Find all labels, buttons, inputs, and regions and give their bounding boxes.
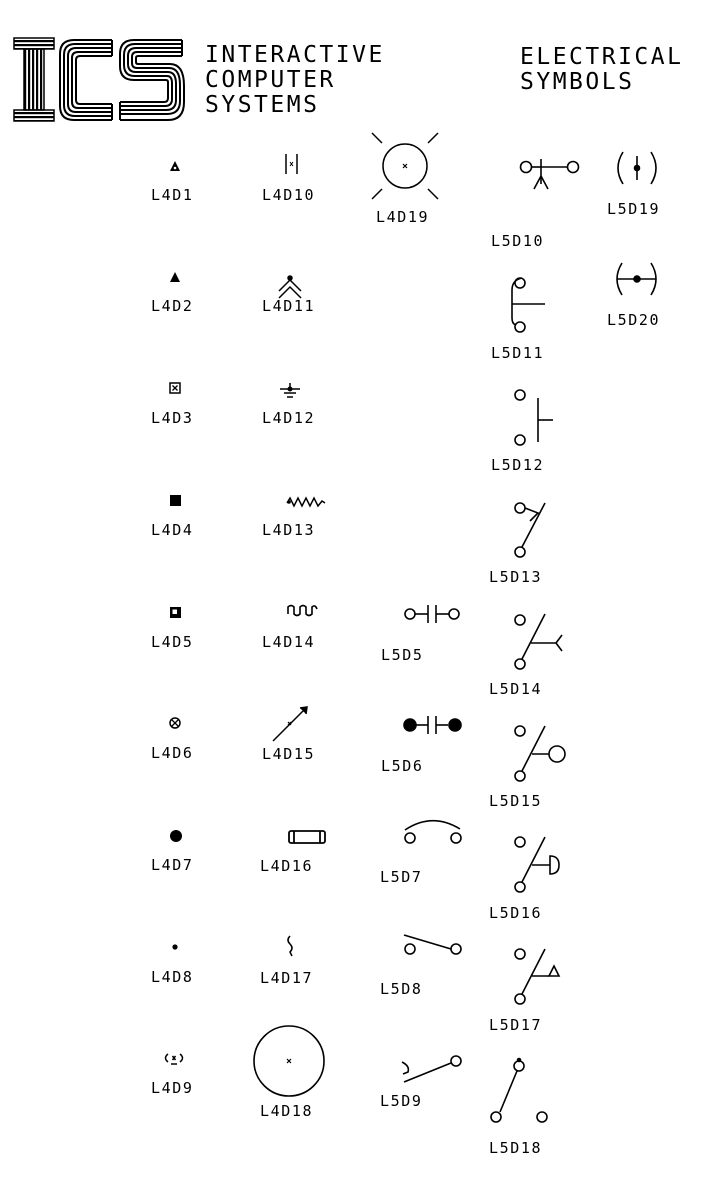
symbol-L4D17 [260,936,313,987]
resistor-icon [287,498,325,506]
symbol-L4D16 [260,831,325,875]
symbol-label: L5D14 [489,680,543,698]
symbol-label: L5D12 [491,456,545,474]
company-line-1: INTERACTIVE [205,42,385,68]
symbol-L4D13 [262,498,325,539]
symbol-label: L5D6 [381,757,424,775]
symbol-label: L5D9 [380,1092,423,1110]
symbol-label: L4D7 [151,856,194,874]
symbol-label: L4D16 [260,857,314,875]
symbol-label: L5D10 [491,232,545,250]
ics-logo [0,0,184,121]
symbol-label: L5D13 [489,568,543,586]
symbol-L4D19 [372,133,438,226]
symbol-label: L4D11 [262,297,316,315]
sheet-title-line-1: ELECTRICAL [520,44,684,70]
symbol-label: L4D18 [260,1102,314,1120]
symbol-L5D20 [607,263,660,329]
switch-bell-icon [515,837,559,892]
filled-circle-icon [170,830,182,842]
bracket-pair-icon [286,154,297,174]
symbol-L5D6 [381,716,461,775]
symbol-L4D3 [151,383,194,427]
toggle-switch-icon [491,1059,547,1123]
symbol-label: L5D8 [380,980,423,998]
symbol-L4D6 [151,718,194,762]
boxed-x-icon [170,383,180,393]
symbol-label: L4D17 [260,969,314,987]
symbol-L4D10 [262,154,315,204]
symbol-label: L4D6 [151,744,194,762]
symbol-L4D14 [262,606,317,652]
half-filled-square-icon [170,607,181,618]
bracketed-x-icon [166,1054,183,1064]
symbol-label: L4D10 [262,186,316,204]
symbol-L5D17 [489,949,559,1034]
symbol-L4D4 [151,495,194,539]
symbol-L5D12 [491,390,553,474]
symbol-L5D10 [491,159,579,250]
symbol-L4D11 [262,276,315,315]
symbol-label: L4D1 [151,186,194,204]
symbol-label: L4D15 [262,745,316,763]
large-circle-icon [254,1026,324,1096]
circled-x-icon [170,718,180,728]
symbol-label: L4D14 [262,633,316,651]
symbol-L4D9 [151,1054,194,1097]
symbol-L4D1 [151,161,194,204]
symbol-L4D18 [254,1026,324,1120]
symbol-L5D19 [607,152,660,218]
radiating-lamp-icon [372,133,438,199]
switch-triangle-icon [515,503,545,557]
inductor-icon [288,606,317,616]
symbol-L4D8 [151,944,194,986]
symbol-label: L5D20 [607,311,661,329]
symbol-L5D13 [489,503,545,586]
filled-triangle-icon [170,272,180,282]
symbol-label: L5D19 [607,200,661,218]
symbol-label: L5D16 [489,904,543,922]
filled-square-icon [170,495,181,506]
arc-contact-icon [405,821,461,843]
vertical-contact-icon [512,278,545,332]
dot-icon [172,944,177,949]
symbol-label: L4D13 [262,521,316,539]
symbol-label: L4D3 [151,409,194,427]
capacitor-open-icon [405,605,459,623]
squiggle-icon [288,936,292,956]
symbol-label: L4D8 [151,968,194,986]
symbol-label: L5D5 [381,646,424,664]
symbol-label: L5D15 [489,792,543,810]
symbol-L5D11 [491,278,545,362]
symbol-L4D7 [151,830,194,874]
symbol-L4D2 [151,272,194,315]
switch-bulb-icon [515,726,565,781]
filled-triangle-icon [170,161,180,171]
logo-text: ICS [0,0,2,1]
symbol-L5D5 [381,605,459,664]
variable-arrow-icon [273,707,307,741]
company-line-3: SYSTEMS [205,92,320,118]
symbol-label: L5D17 [489,1016,543,1034]
capacitor-filled-icon [404,716,461,734]
angled-switch-icon [402,1056,461,1082]
symbol-label: L5D7 [380,868,423,886]
symbol-L5D15 [489,726,565,810]
symbol-label: L5D11 [491,344,545,362]
double-chevron-icon [279,276,301,298]
symbol-L4D12 [262,383,315,427]
contact-branch-icon [521,159,579,189]
symbol-L4D15 [262,707,315,763]
symbol-L5D8 [380,935,461,998]
logo-letter-c [60,40,112,120]
symbol-label: L4D4 [151,521,194,539]
switch-fork-icon [515,614,562,669]
symbol-label: L4D12 [262,409,316,427]
symbol-label: L4D9 [151,1079,194,1097]
ground-icon [280,383,300,397]
fuse-icon [289,831,325,843]
parenthesis-dot-icon [618,152,656,184]
company-line-2: COMPUTER [205,67,336,93]
symbol-L5D18 [489,1059,547,1158]
open-switch-icon [404,935,461,954]
symbol-label: L4D19 [376,208,430,226]
logo-letter-i [14,38,54,121]
symbol-L5D7 [380,821,461,886]
parenthesis-line-icon [617,263,656,295]
symbol-L5D16 [489,837,559,922]
symbol-label: L4D2 [151,297,194,315]
symbol-L5D14 [489,614,562,698]
symbol-L5D9 [380,1056,461,1110]
symbol-label: L4D5 [151,633,194,651]
sheet-title-line-2: SYMBOLS [520,69,635,95]
switch-delta-icon [515,949,559,1004]
bracket-contact-icon [515,390,553,445]
symbol-L4D5 [151,607,194,651]
logo-letter-s [120,40,184,120]
symbol-label: L5D18 [489,1139,543,1157]
